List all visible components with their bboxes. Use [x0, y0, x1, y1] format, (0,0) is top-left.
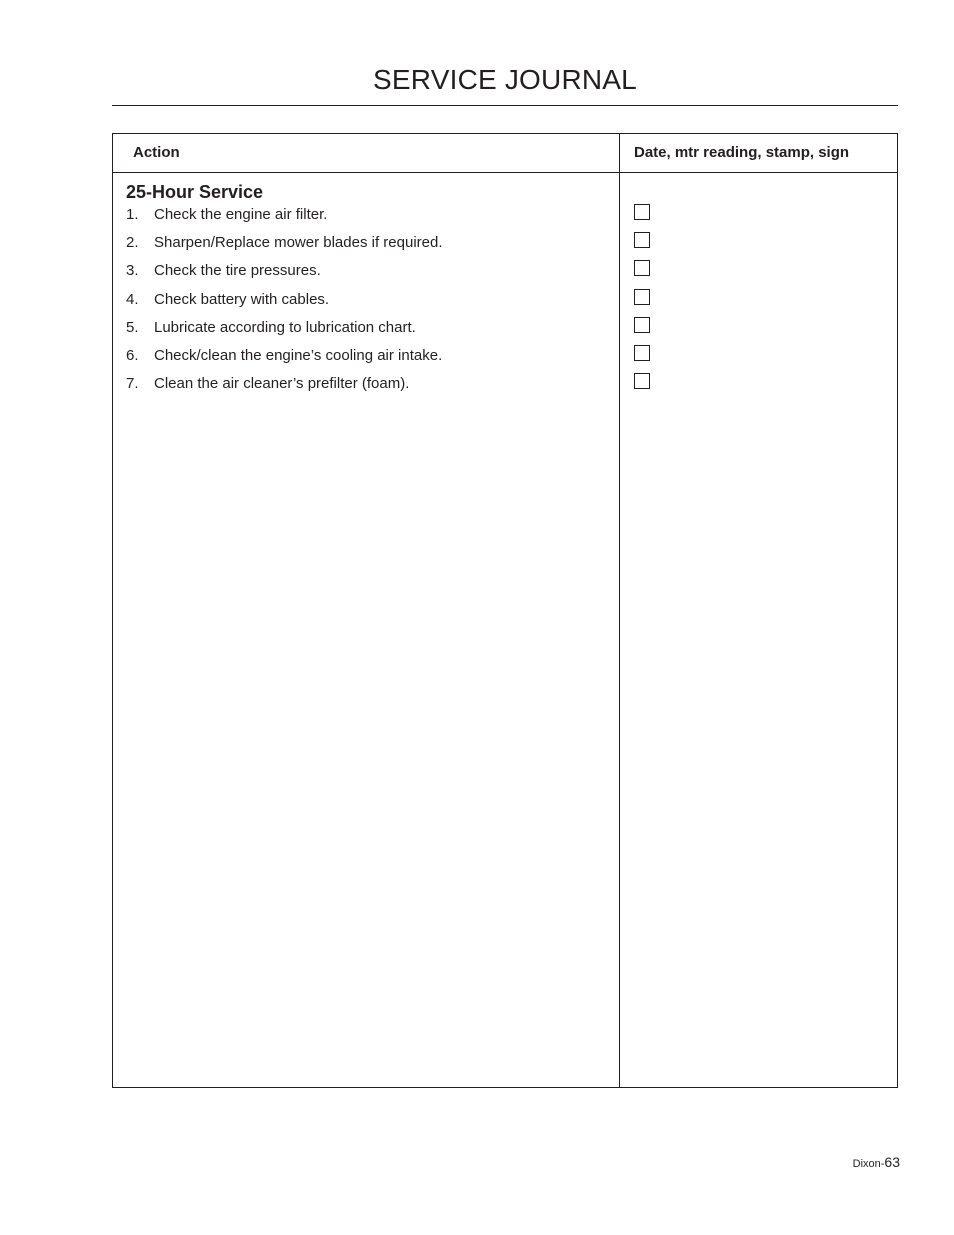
task-checkbox-5[interactable] — [634, 317, 650, 333]
header-record: Date, mtr reading, stamp, sign — [634, 144, 850, 161]
section-title: 25-Hour Service — [126, 182, 264, 202]
task-text: Sharpen/Replace mower blades if required. — [154, 234, 443, 251]
task-checkbox-6[interactable] — [634, 345, 650, 361]
task-item — [126, 374, 409, 394]
footer-brand: Dixon- — [852, 1158, 885, 1170]
task-text: Check the engine air filter. — [154, 206, 328, 223]
page-number: 63 — [884, 1154, 900, 1170]
task-text: Check/clean the engine’s cooling air intake. — [154, 347, 443, 364]
task-text: Lubricate according to lubrication chart. — [154, 319, 416, 336]
task-number: 3. — [126, 262, 139, 279]
title-divider — [112, 105, 898, 106]
task-checkbox-1[interactable] — [634, 204, 650, 220]
header-divider — [113, 172, 897, 173]
task-checkbox-4[interactable] — [634, 289, 650, 305]
page-title: SERVICE JOURNAL — [373, 64, 637, 95]
page-footer — [853, 1153, 900, 1173]
task-number: 5. — [126, 319, 139, 336]
task-number: 4. — [126, 291, 139, 308]
task-item — [126, 205, 327, 225]
task-item — [126, 318, 416, 338]
task-text: Clean the air cleaner’s prefilter (foam). — [154, 375, 410, 392]
task-number: 2. — [126, 234, 139, 251]
task-checkbox-3[interactable] — [634, 260, 650, 276]
task-text: Check the tire pressures. — [154, 262, 321, 279]
task-number: 7. — [126, 375, 139, 392]
task-checkbox-2[interactable] — [634, 232, 650, 248]
task-item — [126, 261, 321, 281]
task-checkbox-7[interactable] — [634, 373, 650, 389]
task-item — [126, 290, 329, 310]
task-item — [126, 233, 443, 253]
task-item — [126, 346, 442, 366]
column-divider — [619, 134, 620, 1087]
service-journal-table — [112, 133, 898, 1088]
header-action: Action — [133, 144, 180, 161]
task-number: 1. — [126, 206, 139, 223]
task-number: 6. — [126, 347, 139, 364]
task-text: Check battery with cables. — [154, 291, 330, 308]
